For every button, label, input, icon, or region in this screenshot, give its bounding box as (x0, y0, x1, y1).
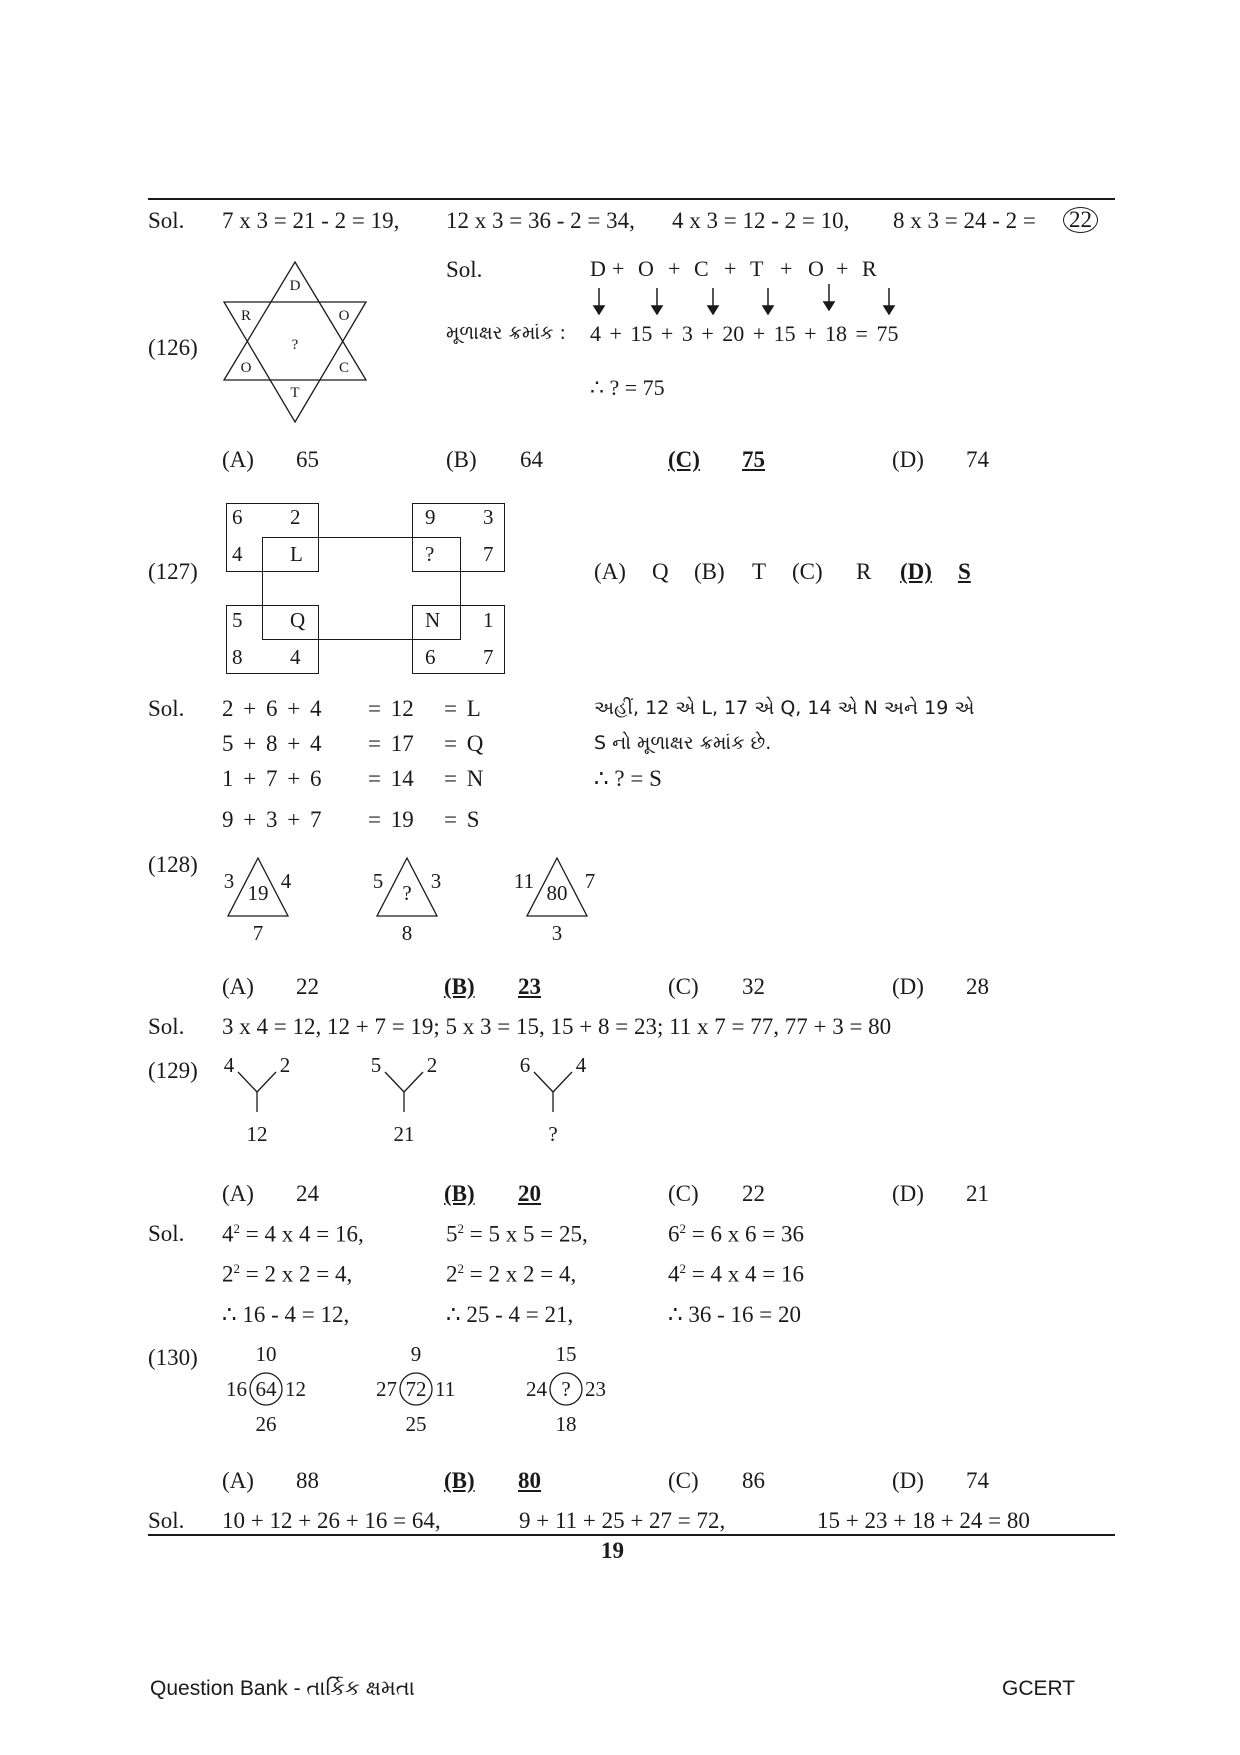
q126-therefore: ∴ ? = 75 (590, 375, 665, 400)
q130-option-b-value[interactable]: 80 (518, 1468, 541, 1493)
fig2-bottom: 25 (405, 1412, 427, 1436)
fork2-left: 5 (370, 1053, 382, 1077)
q126-gujarati-label: મૂળાક્ષર ક્રમાંક : (446, 322, 566, 344)
fig3-right: 23 (585, 1377, 606, 1401)
fig3-center: ? (561, 1377, 571, 1401)
q129-sol-r1c2: $5^2 = 5$ x 5 = 25, (446, 1221, 588, 1247)
top-rule (148, 198, 1115, 200)
fig2-left: 27 (376, 1377, 397, 1401)
fig1-top: 10 (255, 1342, 277, 1366)
q125-answer: 22 (1063, 207, 1098, 233)
tri3-center: 80 (546, 881, 568, 905)
q129-sol-r2c1: $2^2 = 2$ x 2 = 4, (222, 1261, 353, 1287)
tri2-left: 5 (372, 869, 384, 893)
q127-note-line2: S નો મૂળાક્ષર ક્રમાંક છે. (594, 732, 772, 754)
q126-letter-item: + (668, 256, 681, 281)
q129-option-b-key[interactable]: (B) (444, 1181, 475, 1206)
q127-option-a-value[interactable]: Q (652, 559, 669, 584)
tri1-center: 19 (247, 881, 269, 905)
fig1-right: 12 (285, 1377, 306, 1401)
q125-sol-part1: 7 x 3 = 21 - 2 = 19, (222, 208, 400, 233)
q130-number: (130) (148, 1345, 198, 1370)
q130-option-a-value[interactable]: 88 (296, 1468, 319, 1493)
tri3-bottom: 3 (551, 921, 563, 945)
q127-bl-d: 4 (290, 645, 301, 669)
q127-row4-letter: = S (444, 807, 480, 832)
q129-sol-r2c3: $4^2 = 4$ x 4 = 16 (668, 1261, 804, 1287)
fork1-right: 2 (279, 1053, 291, 1077)
q127-tl-a: 6 (232, 505, 243, 529)
q126-sol-label: Sol. (446, 257, 483, 282)
q129-option-c-value[interactable]: 22 (742, 1181, 765, 1206)
q127-bl-b: Q (290, 608, 306, 632)
q126-letter-item: C (694, 256, 709, 281)
q126-letter-item: O (638, 256, 654, 281)
fork2-bottom: 21 (393, 1122, 415, 1146)
q128-sol-label: Sol. (148, 1014, 185, 1039)
q125-sol-part3: 4 x 3 = 12 - 2 = 10, (672, 208, 850, 233)
q125-sol-part2: 12 x 3 = 36 - 2 = 34, (446, 208, 635, 233)
star-bottom-right: C (338, 360, 350, 376)
q129-option-a-key[interactable]: (A) (222, 1181, 254, 1206)
q127-row2-expr: 5 + 8 + 4 (222, 731, 322, 756)
q127-tl-c: 4 (232, 542, 243, 566)
q130-sol-part2: 9 + 11 + 25 + 27 = 72, (519, 1508, 726, 1533)
q127-row3-letter: = N (444, 766, 484, 791)
q127-row2-letter: = Q (444, 731, 484, 756)
q129-option-d-key[interactable]: (D) (892, 1181, 924, 1206)
fork3-left: 6 (519, 1053, 531, 1077)
tri2-bottom: 8 (401, 921, 413, 945)
q127-tl-b: 2 (290, 505, 301, 529)
q127-option-b-value[interactable]: T (752, 559, 767, 584)
q126-arrows (588, 284, 908, 318)
q127-number: (127) (148, 559, 198, 584)
q127-tr-d: 7 (483, 542, 494, 566)
fig3-top: 15 (555, 1342, 577, 1366)
q127-sol-label: Sol. (148, 696, 185, 721)
q128-sol-text: 3 x 4 = 12, 12 + 7 = 19; 5 x 3 = 15, 15 + 8 = 23; 11 x 7 = 77, 77 + 3 = 80 (222, 1014, 892, 1039)
q126-letter-item: D (590, 256, 606, 281)
star-center: ? (291, 337, 299, 353)
q127-br-b: 1 (483, 608, 494, 632)
q129-option-a-value[interactable]: 24 (296, 1181, 319, 1206)
q130-option-d-key[interactable]: (D) (892, 1468, 924, 1493)
q126-letter-item: + (724, 256, 737, 281)
q126-star-figure (220, 260, 370, 424)
q127-tr-a: 9 (425, 505, 436, 529)
q126-option-b-key[interactable]: (B) (446, 447, 477, 472)
q125-answer-circled (1063, 207, 1098, 233)
q127-row3-sum: = 14 (368, 766, 414, 791)
fig1-left: 16 (226, 1377, 247, 1401)
q128-triangles-figure (210, 850, 630, 946)
q127-tr-b: 3 (483, 505, 494, 529)
q127-option-d-value[interactable]: S (958, 559, 971, 584)
q128-option-b-value[interactable]: 23 (518, 974, 541, 999)
tri3-left: 11 (513, 869, 535, 893)
q127-row3-expr: 1 + 7 + 6 (222, 766, 322, 791)
q127-row4-expr: 9 + 3 + 7 (222, 807, 322, 832)
tri2-right: 3 (430, 869, 442, 893)
tri1-bottom: 7 (252, 921, 264, 945)
q127-row1-letter: = L (444, 696, 481, 721)
fig1-bottom: 26 (255, 1412, 277, 1436)
q126-option-a-key[interactable]: (A) (222, 447, 254, 472)
q126-option-d-value[interactable]: 74 (966, 447, 989, 472)
q129-option-c-key[interactable]: (C) (668, 1181, 699, 1206)
q129-sol-r2c2: $2^2 = 2$ x 2 = 4, (446, 1261, 577, 1287)
q127-option-b-key[interactable]: (B) (694, 559, 725, 584)
q126-option-c-key[interactable]: (C) (668, 447, 700, 472)
q127-br-a: N (425, 608, 441, 632)
star-right: O (338, 308, 350, 324)
q126-number: (126) (148, 335, 198, 360)
q126-option-a-value[interactable]: 65 (296, 447, 319, 472)
q127-note-line3: ∴ ? = S (594, 766, 662, 791)
q127-tl-d: L (290, 542, 303, 566)
q127-bl-c: 8 (232, 645, 243, 669)
q126-letter-item: + (612, 256, 625, 281)
footer-right: GCERT (1002, 1677, 1076, 1700)
star-bottom-left: O (240, 360, 252, 376)
fig3-left: 24 (526, 1377, 547, 1401)
q129-sol-label: Sol. (148, 1221, 185, 1246)
q127-note-line1: અહીં, 12 એ L, 17 એ Q, 14 એ N અને 19 એ (594, 697, 975, 719)
q130-option-c-key[interactable]: (C) (668, 1468, 699, 1493)
q126-option-b-value[interactable]: 64 (520, 447, 543, 472)
q126-letter-item: R (862, 256, 877, 281)
q126-letter-row (590, 258, 890, 286)
q126-sum-line: 4 + 15 + 3 + 20 + 15 + 18 = 75 (590, 321, 899, 346)
q127-option-a-key[interactable]: (A) (594, 559, 626, 584)
q128-number: (128) (148, 852, 198, 877)
fork1-left: 4 (223, 1053, 235, 1077)
q126-letter-item: O (808, 256, 824, 281)
q127-row4-sum: = 19 (368, 807, 414, 832)
fig2-right: 11 (435, 1377, 456, 1401)
q128-option-a-key[interactable]: (A) (222, 974, 254, 999)
q130-option-c-value[interactable]: 86 (742, 1468, 765, 1493)
q130-sol-part1: 10 + 12 + 26 + 16 = 64, (222, 1508, 441, 1533)
fig2-center: 72 (405, 1377, 427, 1401)
page-number: 19 (601, 1538, 624, 1563)
q129-therefore-1: ∴ 16 - 4 = 12, (222, 1302, 350, 1327)
q129-option-b-value[interactable]: 20 (518, 1181, 541, 1206)
star-left: R (240, 308, 252, 324)
q127-tr-c: ? (425, 542, 435, 566)
q128-option-a-value[interactable]: 22 (296, 974, 319, 999)
q129-option-d-value[interactable]: 21 (966, 1181, 989, 1206)
q125-sol-part4: 8 x 3 = 24 - 2 = (893, 208, 1036, 233)
q128-option-b-key[interactable]: (B) (444, 974, 475, 999)
fig3-bottom: 18 (555, 1412, 577, 1436)
tri1-right: 4 (280, 869, 292, 893)
q126-option-c-value[interactable]: 75 (742, 447, 765, 472)
fork2-right: 2 (426, 1053, 438, 1077)
q127-option-c-value[interactable]: R (856, 559, 872, 584)
q127-row1-sum: = 12 (368, 696, 414, 721)
q130-option-a-key[interactable]: (A) (222, 1468, 254, 1493)
q125-sol-label: Sol. (148, 208, 185, 233)
fig1-center: 64 (255, 1377, 277, 1401)
q128-option-d-key[interactable]: (D) (892, 974, 924, 999)
q127-br-c: 6 (425, 645, 436, 669)
q129-therefore-2: ∴ 25 - 4 = 21, (446, 1302, 574, 1327)
q129-therefore-3: ∴ 36 - 16 = 20 (668, 1302, 802, 1327)
q126-option-d-key[interactable]: (D) (892, 447, 924, 472)
q130-option-b-key[interactable]: (B) (444, 1468, 475, 1493)
q128-option-d-value[interactable]: 28 (966, 974, 989, 999)
q127-row1-expr: 2 + 6 + 4 (222, 696, 322, 721)
q130-sol-label: Sol. (148, 1508, 185, 1533)
bottom-rule (148, 1534, 1115, 1536)
fork1-bottom: 12 (246, 1122, 268, 1146)
q128-option-c-value[interactable]: 32 (742, 974, 765, 999)
q126-letter-item: + (780, 256, 793, 281)
footer-left: Question Bank - તાર્કિક ક્ષમતા (150, 1677, 415, 1700)
q126-letter-item: + (836, 256, 849, 281)
star-bottom: T (290, 385, 300, 401)
star-top: D (289, 278, 301, 294)
q130-circles-figure (214, 1342, 634, 1442)
q126-letter-item: T (750, 256, 764, 281)
tri3-right: 7 (584, 869, 596, 893)
tri2-center: ? (402, 881, 412, 905)
fig2-top: 9 (410, 1342, 422, 1366)
q130-option-d-value[interactable]: 74 (966, 1468, 989, 1493)
tri1-left: 3 (223, 869, 235, 893)
q129-forks-figure (210, 1052, 610, 1148)
q129-sol-r1c1: $4^2 = 4$ x 4 = 16, (222, 1221, 364, 1247)
q130-sol-part3: 15 + 23 + 18 + 24 = 80 (817, 1508, 1030, 1533)
q128-option-c-key[interactable]: (C) (668, 974, 699, 999)
q127-option-d-key[interactable]: (D) (900, 559, 932, 584)
q127-bl-a: 5 (232, 608, 243, 632)
q127-row2-sum: = 17 (368, 731, 414, 756)
q127-br-d: 7 (483, 645, 494, 669)
q129-sol-r1c3: $6^2 = 6$ x 6 = 36 (668, 1221, 804, 1247)
fork3-bottom: ? (548, 1122, 558, 1146)
q127-option-c-key[interactable]: (C) (792, 559, 823, 584)
fork3-right: 4 (575, 1053, 587, 1077)
q129-number: (129) (148, 1058, 198, 1083)
